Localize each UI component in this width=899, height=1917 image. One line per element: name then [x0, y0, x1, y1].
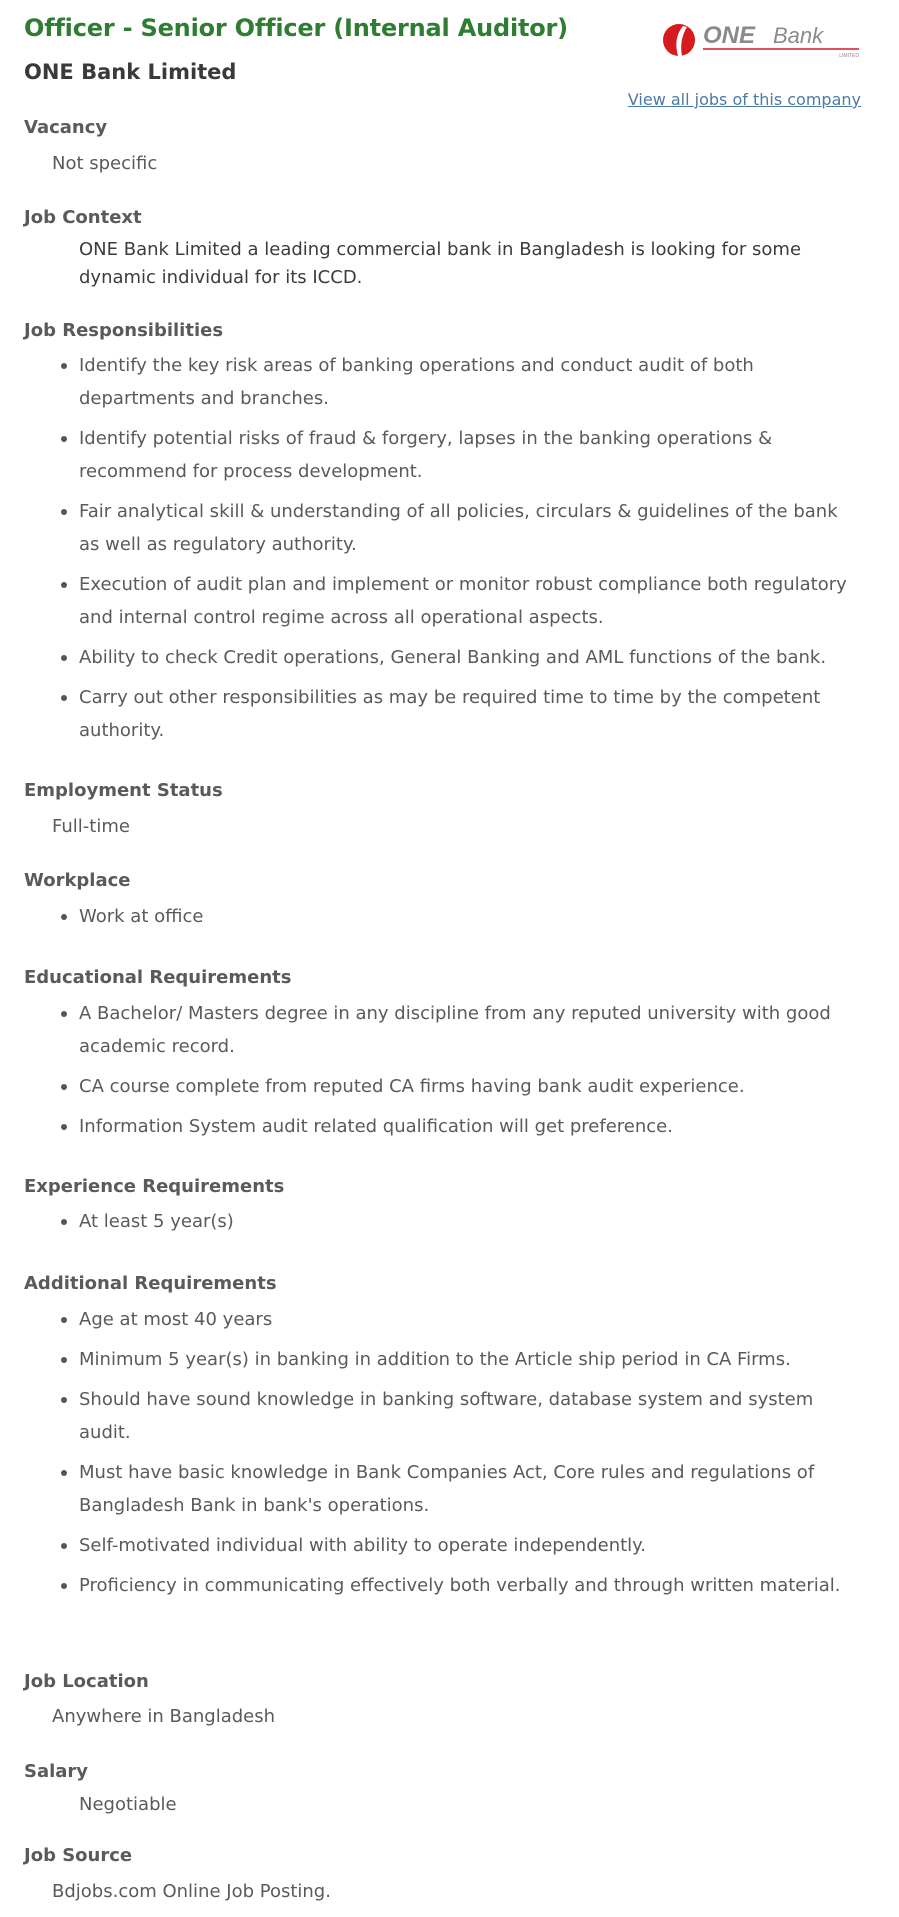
list-item: CA course complete from reputed CA firms having bank audit experience. [24, 1070, 859, 1103]
list-item: Ability to check Credit operations, General Banking and AML functions of the bank. [24, 641, 859, 674]
list-item: Minimum 5 year(s) in banking in addition to the Article ship period in CA Firms. [24, 1343, 859, 1376]
employment-status-heading: Employment Status [24, 780, 223, 801]
list-item: A Bachelor/ Masters degree in any discipline from any reputed university with good academic record. [24, 997, 859, 1063]
list-item: Self-motivated individual with ability to operate independently. [24, 1529, 859, 1562]
list-item: At least 5 year(s) [24, 1205, 859, 1238]
list-item: Proficiency in communicating effectively both verbally and through written material. [24, 1569, 859, 1602]
workplace-heading: Workplace [24, 870, 131, 891]
employment-status-value: Full-time [52, 816, 130, 837]
salary-heading: Salary [24, 1761, 89, 1782]
vacancy-heading: Vacancy [24, 117, 108, 138]
job-location-heading: Job Location [24, 1671, 149, 1692]
job-context-heading: Job Context [24, 207, 142, 228]
list-item: Identify the key risk areas of banking operations and conduct audit of both departments and branches. [24, 349, 859, 415]
list-item: Work at office [24, 900, 859, 933]
list-item: Identify potential risks of fraud & forgery, lapses in the banking operations & recommend for process development. [24, 422, 859, 488]
list-item: Carry out other responsibilities as may be required time to time by the competent authority. [24, 681, 859, 747]
job-source-heading: Job Source [24, 1845, 133, 1866]
salary-value: Negotiable [79, 1794, 177, 1815]
educational-requirements-heading: Educational Requirements [24, 967, 292, 988]
list-item: Age at most 40 years [24, 1303, 859, 1336]
company-name: ONE Bank Limited [24, 60, 237, 84]
job-source-value: Bdjobs.com Online Job Posting. [52, 1881, 331, 1902]
svg-text:Bank: Bank [773, 23, 824, 48]
additional-requirements-list [24, 1303, 844, 1609]
view-all-jobs-link[interactable]: View all jobs of this company [627, 90, 861, 109]
list-item: Must have basic knowledge in Bank Companies Act, Core rules and regulations of Bangladesh Bank in bank's operations. [24, 1456, 859, 1522]
job-context-text: ONE Bank Limited a leading commercial bank in Bangladesh is looking for some dynamic individual for its ICCD. [79, 239, 802, 288]
vacancy-value: Not specific [52, 153, 158, 174]
job-location-value: Anywhere in Bangladesh [52, 1706, 276, 1727]
educational-requirements-list [24, 997, 844, 1150]
svg-text:LIMITED: LIMITED [839, 53, 859, 59]
workplace-list [24, 900, 844, 940]
list-item: Should have sound knowledge in banking software, database system and system audit. [24, 1383, 859, 1449]
job-responsibilities-heading: Job Responsibilities [24, 320, 224, 341]
job-title: Officer - Senior Officer (Internal Auditor) [24, 14, 568, 42]
experience-requirements-list [24, 1205, 844, 1245]
company-logo [661, 18, 861, 60]
list-item: Execution of audit plan and implement or monitor robust compliance both regulatory and internal control regime across all operational aspects. [24, 568, 859, 634]
svg-text:ONE: ONE [703, 22, 756, 49]
list-item: Information System audit related qualification will get preference. [24, 1110, 859, 1143]
additional-requirements-heading: Additional Requirements [24, 1273, 277, 1294]
responsibilities-list [24, 349, 847, 754]
list-item: Fair analytical skill & understanding of all policies, circulars & guidelines of the bank as well as regulatory authority. [24, 495, 859, 561]
experience-requirements-heading: Experience Requirements [24, 1176, 285, 1197]
